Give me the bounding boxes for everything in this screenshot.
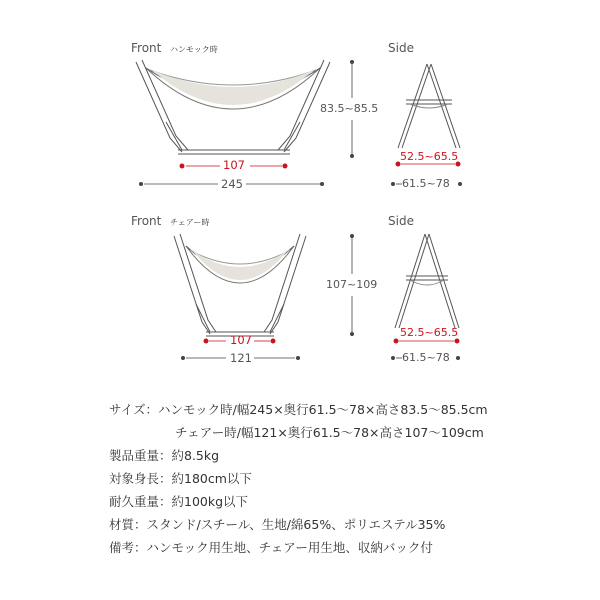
spec-material: 材質：スタンド/スチール、生地/綿65%、ポリエステル35% [109, 517, 446, 532]
chair-inner-width: 107 [230, 333, 252, 347]
dim-dot [391, 182, 395, 186]
hammock-front-figure [136, 60, 330, 154]
dim-dot [456, 356, 460, 360]
chair-side-label: Side [388, 214, 414, 228]
dim-dot [180, 164, 185, 169]
dim-dot [283, 164, 288, 169]
dim-dot [271, 339, 276, 344]
spec-notes: 備考：ハンモック用生地、チェアー用生地、収納バック付 [109, 540, 433, 555]
hammock-front-label: Front [131, 41, 162, 55]
dim-dot [350, 60, 354, 64]
chair-side-bottom: 61.5~78 [402, 351, 450, 364]
hammock-side-figure [398, 64, 460, 148]
spec-size-row [109, 398, 589, 421]
spec-size-hammock: ハンモック時/幅245×奥行61.5～78×高さ83.5～85.5cm [158, 402, 488, 417]
chair-fabric-fill [192, 250, 288, 280]
dim-dot [458, 182, 462, 186]
dim-dot [350, 332, 354, 336]
chair-side-figure [395, 234, 459, 328]
spec-load: 耐久重量：約100kg以下 [109, 494, 249, 509]
spec-height-target: 対象身長：約180cm以下 [109, 471, 252, 486]
dim-dot [391, 356, 395, 360]
hammock-inner-width: 107 [223, 158, 245, 172]
chair-front-label: Front [131, 214, 162, 228]
dim-dot [455, 339, 460, 344]
hammock-side-top: 52.5~65.5 [400, 150, 459, 163]
hammock-total-width: 245 [221, 177, 243, 191]
hammock-height: 83.5~85.5 [320, 102, 379, 115]
hammock-side-bottom: 61.5~78 [402, 177, 450, 190]
dim-dot [181, 356, 185, 360]
dim-dot [139, 182, 143, 186]
spec-weight: 製品重量：約8.5kg [109, 448, 220, 463]
chair-height: 107~109 [326, 278, 378, 291]
dim-dot [320, 182, 324, 186]
chair-front-figure [174, 234, 306, 336]
dim-dot [394, 339, 399, 344]
hammock-side-label: Side [388, 41, 414, 55]
spec-size-label: サイズ： [109, 402, 159, 417]
dim-dot [350, 234, 354, 238]
dim-dot [204, 339, 209, 344]
dim-dot [296, 356, 300, 360]
chair-front-dimensions [181, 234, 354, 360]
chair-side-top: 52.5~65.5 [400, 326, 459, 339]
chair-mode-label: チェアー時 [170, 218, 210, 227]
dim-dot [350, 154, 354, 158]
hammock-fabric-fill [152, 70, 314, 105]
chair-total-width: 121 [230, 351, 252, 365]
spec-size-chair: チェアー時/幅121×奥行61.5～78×高さ107～109cm [175, 425, 484, 440]
spec-list [109, 398, 589, 559]
hammock-mode-label: ハンモック時 [170, 45, 218, 54]
